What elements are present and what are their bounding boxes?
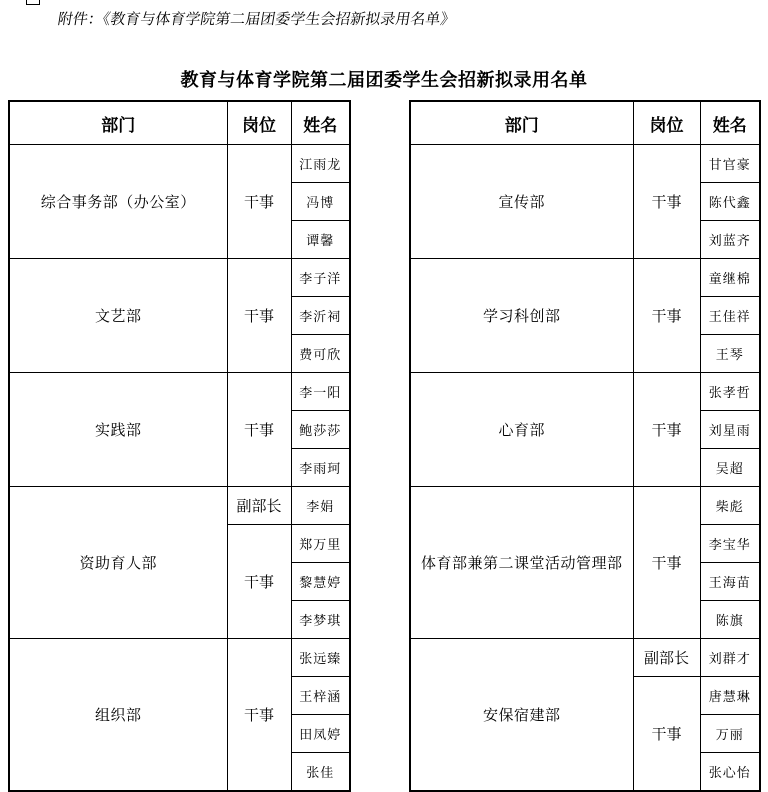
table-row	[9, 373, 350, 411]
position-cell: 干事	[633, 487, 700, 639]
name-cell: 江雨龙	[291, 145, 350, 183]
header-cell-name: 姓名	[291, 101, 350, 145]
department-cell: 体育部兼第二课堂活动管理部	[410, 487, 633, 639]
name-cell: 王琴	[700, 335, 760, 373]
department-cell: 宣传部	[410, 145, 633, 259]
name-cell: 李雨珂	[291, 449, 350, 487]
name-cell: 陈代鑫	[700, 183, 760, 221]
position-cell: 干事	[633, 259, 700, 373]
name-cell: 张心怡	[700, 753, 760, 792]
name-cell: 刘星雨	[700, 411, 760, 449]
department-cell: 资助育人部	[9, 487, 227, 639]
name-cell: 万丽	[700, 715, 760, 753]
name-cell: 李宝华	[700, 525, 760, 563]
position-cell: 干事	[633, 373, 700, 487]
position-cell: 干事	[633, 145, 700, 259]
position-cell: 副部长	[227, 487, 291, 525]
department-cell: 文艺部	[9, 259, 227, 373]
name-cell: 柴彪	[700, 487, 760, 525]
name-cell: 李一阳	[291, 373, 350, 411]
header-cell-position: 岗位	[633, 101, 700, 145]
name-cell: 甘官豪	[700, 145, 760, 183]
position-cell: 干事	[227, 145, 291, 259]
name-cell: 吴超	[700, 449, 760, 487]
name-cell: 鲍莎莎	[291, 411, 350, 449]
department-cell: 安保宿建部	[410, 639, 633, 792]
header-cell-position: 岗位	[227, 101, 291, 145]
name-cell: 刘蓝齐	[700, 221, 760, 259]
table-row	[9, 259, 350, 297]
department-cell: 综合事务部（办公室）	[9, 145, 227, 259]
header-cell-name: 姓名	[700, 101, 760, 145]
position-cell: 干事	[227, 373, 291, 487]
table-row	[410, 639, 760, 677]
position-cell: 干事	[227, 259, 291, 373]
name-cell: 刘群才	[700, 639, 760, 677]
table-row	[410, 145, 760, 183]
attachment-line-text: 附件：《教育与体育学院第二届团委学生会招新拟录用名单》	[56, 12, 457, 28]
table-row	[410, 373, 760, 411]
name-cell: 王海苗	[700, 563, 760, 601]
header-cell-department: 部门	[410, 101, 633, 145]
name-cell: 田凤婷	[291, 715, 350, 753]
name-cell: 费可欣	[291, 335, 350, 373]
name-cell: 王梓涵	[291, 677, 350, 715]
department-cell: 心育部	[410, 373, 633, 487]
department-cell: 实践部	[9, 373, 227, 487]
name-cell: 谭馨	[291, 221, 350, 259]
name-cell: 童继棉	[700, 259, 760, 297]
name-cell: 李梦琪	[291, 601, 350, 639]
name-cell: 冯博	[291, 183, 350, 221]
department-cell: 学习科创部	[410, 259, 633, 373]
position-cell: 副部长	[633, 639, 700, 677]
name-cell: 郑万里	[291, 525, 350, 563]
position-cell: 干事	[227, 525, 291, 639]
table-row	[410, 259, 760, 297]
name-cell: 李沂祠	[291, 297, 350, 335]
roster-table-right	[409, 100, 761, 792]
table-row	[9, 487, 350, 525]
attachment-line	[58, 8, 456, 29]
name-cell: 张孝哲	[700, 373, 760, 411]
name-cell: 唐慧琳	[700, 677, 760, 715]
name-cell: 李娟	[291, 487, 350, 525]
name-cell: 黎慧婷	[291, 563, 350, 601]
department-cell: 组织部	[9, 639, 227, 792]
name-cell: 张佳	[291, 753, 350, 792]
table-row	[410, 487, 760, 525]
table-row	[9, 145, 350, 183]
position-cell: 干事	[227, 639, 291, 792]
table-row	[9, 639, 350, 677]
name-cell: 李子洋	[291, 259, 350, 297]
roster-table-left	[8, 100, 351, 792]
header-cell-department: 部门	[9, 101, 227, 145]
name-cell: 陈旗	[700, 601, 760, 639]
position-cell: 干事	[633, 677, 700, 792]
name-cell: 王佳祥	[700, 297, 760, 335]
page-edge-artifact	[26, 0, 40, 5]
name-cell: 张远臻	[291, 639, 350, 677]
page-title: 教育与体育学院第二届团委学生会招新拟录用名单	[180, 70, 588, 90]
